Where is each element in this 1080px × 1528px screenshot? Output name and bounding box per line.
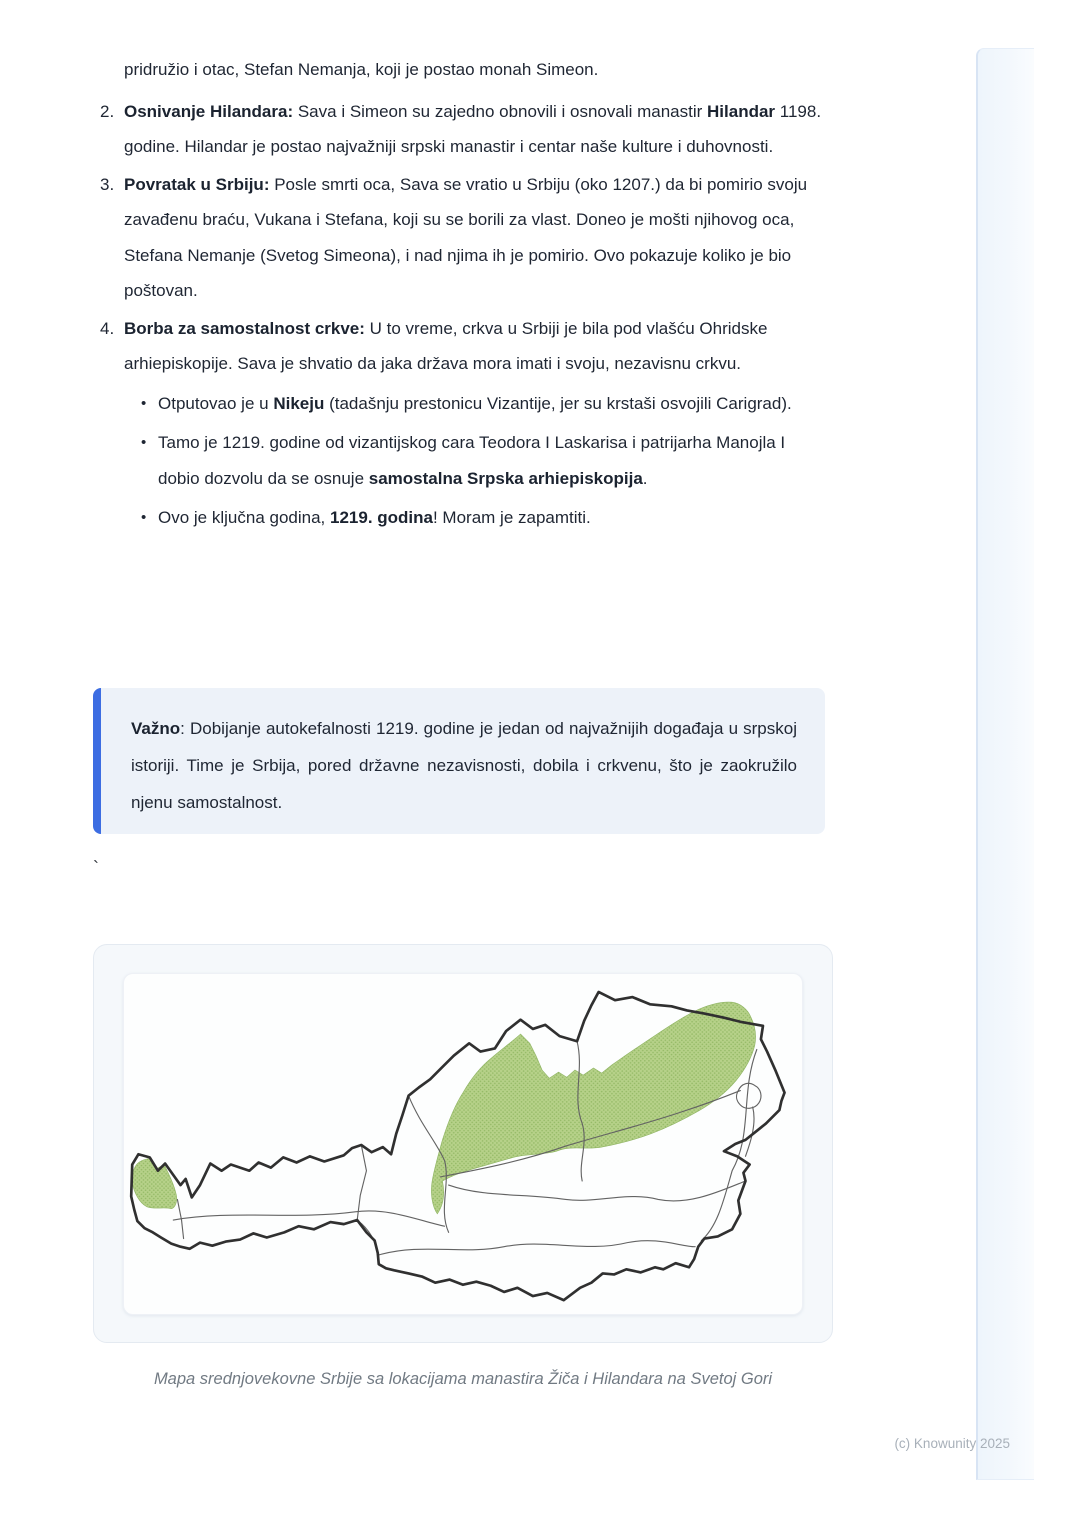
bullet-icon: • xyxy=(141,509,147,526)
copyright-watermark: (c) Knowunity 2025 xyxy=(894,1436,1010,1451)
list-item-2 xyxy=(93,94,829,165)
list-item-4 xyxy=(93,311,829,382)
bullet-text: Ovo je ključna godina, 1219. godina! Moram je zapamtiti. xyxy=(158,508,591,527)
bullet-text: Otputovao je u Nikeju (tadašnju prestonicu Vizantije, jer su krstaši osvojili Carigrad). xyxy=(158,393,792,413)
list-item-text: Povratak u Srbiju: Posle smrti oca, Sava se vratio u Srbiju (oko 1207.) da bi pomirio svoju zavađenu braću, Vukana i Stefana, koji su se borili za vlast. Doneo je mošti njihovog oca, Stefana Nemanje (Svetog Simeona), i nad njima ih je pomirio. Ovo pokazuje koliko je bio poštovan. xyxy=(124,174,808,300)
list-number: 3. xyxy=(100,174,115,194)
list-number: 4. xyxy=(100,318,115,338)
bullet-item xyxy=(93,425,829,496)
bullet-icon: • xyxy=(141,394,147,412)
paragraph-continuation: pridružio i otac, Stefan Nemanja, koji je postao monah Simeon. xyxy=(124,60,599,79)
list-item-text: Osnivanje Hilandara: Sava i Simeon su zajedno obnovili i osnovali manastir Hilandar 1198. godine. Hilandar je postao najvažniji srpski manastir i centar naše kulture i duhovnosti. xyxy=(124,101,822,156)
map-figure-frame xyxy=(123,973,803,1315)
bullet-text: Tamo je 1219. godine od vizantijskog cara Teodora I Laskarisa i patrijarha Manojla I dobio dozvolu da se osnuje samostalna Srpska arhiepiskopija. xyxy=(158,433,786,488)
figure-caption: Mapa srednjovekovne Srbije sa lokacijama manastira Žiča i Hilandara na Svetoj Gori xyxy=(153,1370,773,1388)
callout-text: Važno: Dobijanje autokefalnosti 1219. godine je jedan od najvažnijih događaja u srpskoj istoriji. Time je Srbija, pored državne nezavisnosti, dobila i crkvenu, što je zaokružilo njenu samostalnost. xyxy=(131,719,797,812)
map-highlight-danube-band xyxy=(431,1002,755,1214)
list-number: 2. xyxy=(100,101,115,121)
bullet-item xyxy=(93,386,829,422)
bullet-icon: • xyxy=(141,434,147,451)
austria-outline-map xyxy=(124,974,802,1314)
document-body xyxy=(93,52,829,536)
important-callout xyxy=(93,688,825,834)
map-figure-card xyxy=(93,944,833,1343)
bullet-list xyxy=(93,386,829,536)
list-item-3 xyxy=(93,167,829,309)
stray-backtick: ` xyxy=(93,858,99,878)
bullet-item xyxy=(93,500,829,536)
next-page-edge-strip xyxy=(976,48,1034,1480)
numbered-list xyxy=(93,94,829,536)
list-item-text: Borba za samostalnost crkve: U to vreme, crkva u Srbiji je bila pod vlašću Ohridske arhiepiskopije. Sava je shvatio da jaka država mora imati i svoju, nezavisnu crkvu. xyxy=(124,318,768,373)
